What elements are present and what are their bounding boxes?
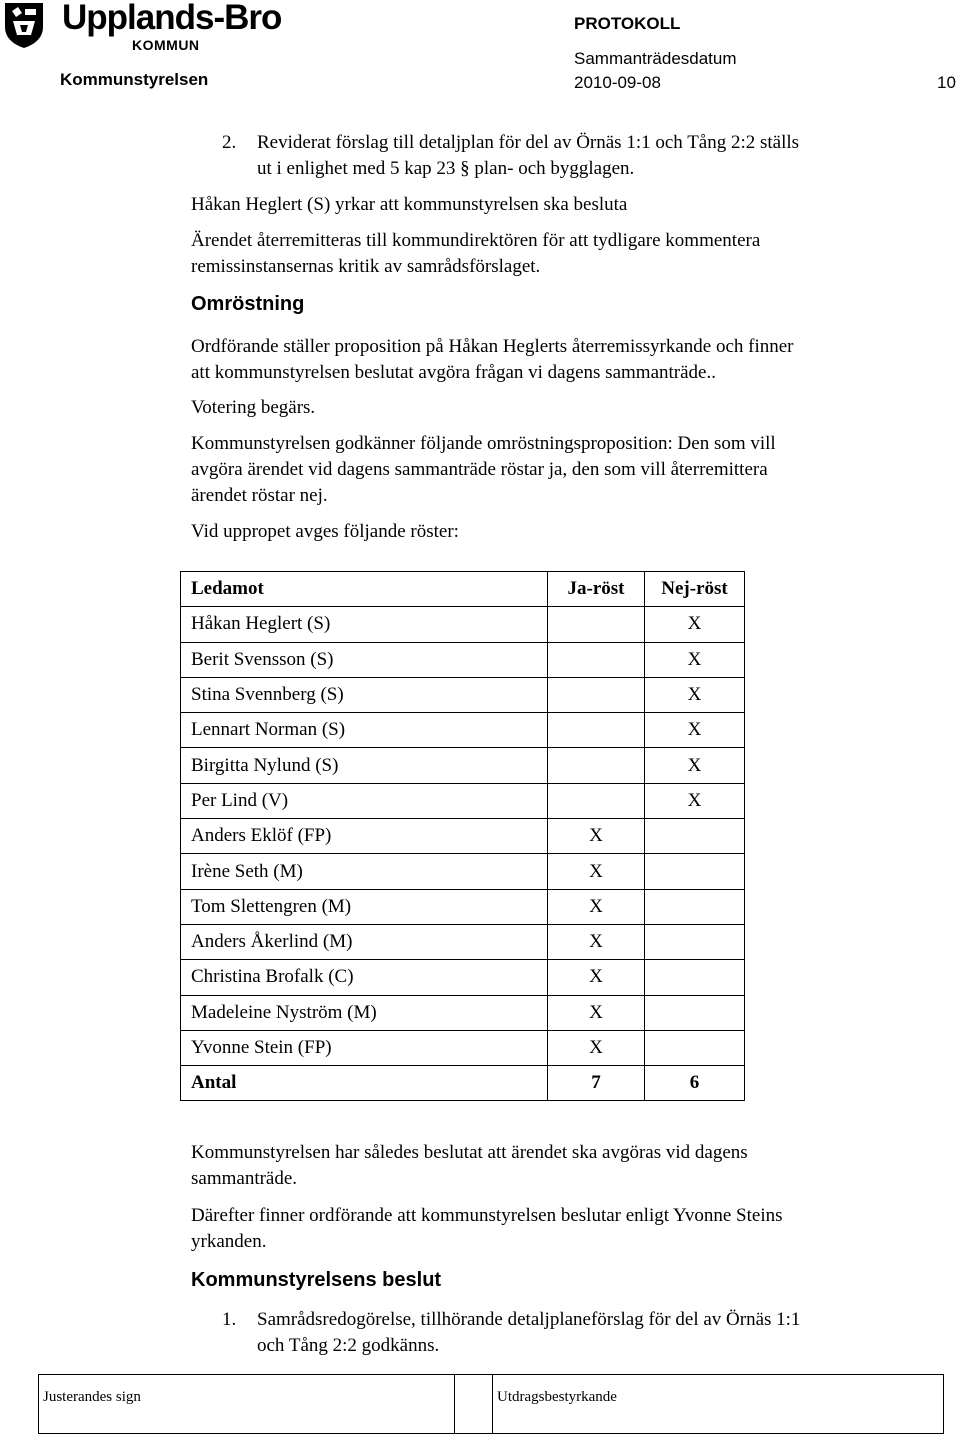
- table-row-yes-vote: [548, 748, 645, 783]
- org-name: Kommunstyrelsen: [60, 70, 209, 89]
- vote-proposition-line1: Kommunstyrelsen godkänner följande omröstningsproposition: Den som vill: [191, 433, 776, 454]
- meeting-date: 2010-09-08: [574, 73, 661, 92]
- table-row-no-vote: X: [645, 677, 745, 712]
- table-row: [181, 819, 745, 854]
- vote-heading: Omröstning: [191, 293, 305, 315]
- logo-name: Upplands-Bro: [62, 0, 282, 37]
- table-row-no-vote: X: [645, 783, 745, 818]
- date-label: Sammanträdesdatum: [574, 49, 737, 68]
- table-row-member-name: Tom Slettengren (M): [181, 889, 548, 924]
- table-row-no-vote: [645, 924, 745, 959]
- motion-text-line1: Ärendet återremitteras till kommundirektören för att tydligare kommentera: [191, 230, 761, 251]
- table-row: [181, 924, 745, 959]
- table-row-yes-vote: X: [548, 924, 645, 959]
- vote-requested: Votering begärs.: [191, 397, 316, 418]
- table-row-yes-vote: X: [548, 889, 645, 924]
- table-row-yes-vote: [548, 783, 645, 818]
- table-row-no-vote: [645, 995, 745, 1030]
- footer-sign-label: Justerandes sign: [43, 1389, 141, 1405]
- table-row-yes-vote: X: [548, 854, 645, 889]
- chair-finding-line2: yrkanden.: [191, 1231, 267, 1252]
- table-row: [181, 783, 745, 818]
- doc-type: PROTOKOLL: [574, 14, 681, 33]
- decision-item-line1: Samrådsredogörelse, tillhörande detaljplaneförslag för del av Örnäs 1:1: [257, 1309, 801, 1330]
- table-row-member-name: Irène Seth (M): [181, 854, 548, 889]
- table-row: [181, 607, 745, 642]
- vote-table: [180, 571, 745, 1101]
- table-row: [181, 960, 745, 995]
- decision-item-line2: och Tång 2:2 godkänns.: [257, 1335, 440, 1356]
- table-row: [181, 713, 745, 748]
- table-total-row-no-vote: 6: [645, 1066, 745, 1101]
- table-row-member-name: Berit Svensson (S): [181, 642, 548, 677]
- motion: Håkan Heglert (S) yrkar att kommunstyrelsen ska besluta: [191, 194, 628, 215]
- proposition-line2: att kommunstyrelsen beslutat avgöra frågan vi dagens sammanträde..: [191, 362, 716, 383]
- table-header-row-member-name: Ledamot: [181, 572, 548, 607]
- table-row-yes-vote: X: [548, 819, 645, 854]
- table-row: [181, 677, 745, 712]
- logo-subtitle: KOMMUN: [132, 37, 200, 53]
- table-row-no-vote: [645, 819, 745, 854]
- table-row-yes-vote: X: [548, 995, 645, 1030]
- table-row: [181, 642, 745, 677]
- table-total-row-member-name: Antal: [181, 1066, 548, 1101]
- decision-heading: Kommunstyrelsens beslut: [191, 1269, 442, 1291]
- table-row-member-name: Stina Svennberg (S): [181, 677, 548, 712]
- table-row-member-name: Håkan Heglert (S): [181, 607, 548, 642]
- vote-proposition-line3: ärendet röstar nej.: [191, 485, 328, 506]
- proposition-line1: Ordförande ställer proposition på Håkan Heglerts återremissyrkande och finner: [191, 336, 794, 357]
- table-row: [181, 1030, 745, 1065]
- table-header-row-no-vote: Nej-röst: [645, 572, 745, 607]
- table-row-no-vote: [645, 854, 745, 889]
- table-row-member-name: Birgitta Nylund (S): [181, 748, 548, 783]
- intro-item-line2: ut i enlighet med 5 kap 23 § plan- och bygglagen.: [257, 158, 635, 179]
- footer-spacer-cell: [455, 1375, 493, 1433]
- table-header-row-yes-vote: Ja-röst: [548, 572, 645, 607]
- table-total-row: [181, 1066, 745, 1101]
- table-row: [181, 748, 745, 783]
- table-row-yes-vote: [548, 607, 645, 642]
- table-row: [181, 889, 745, 924]
- footer-extract-label: Utdragsbestyrkande: [497, 1389, 617, 1405]
- decision-item-number: 1.: [222, 1309, 237, 1330]
- table-row-no-vote: X: [645, 607, 745, 642]
- table-row: [181, 854, 745, 889]
- table-row-no-vote: [645, 1030, 745, 1065]
- chair-finding-line1: Därefter finner ordförande att kommunstyrelsen beslutar enligt Yvonne Steins: [191, 1205, 783, 1226]
- table-row-member-name: Yvonne Stein (FP): [181, 1030, 548, 1065]
- crest-icon: [3, 1, 45, 49]
- table-row-member-name: Anders Eklöf (FP): [181, 819, 548, 854]
- intro-item-number: 2.: [222, 132, 237, 153]
- table-row-no-vote: [645, 889, 745, 924]
- table-row-yes-vote: [548, 713, 645, 748]
- table-total-row-yes-vote: 7: [548, 1066, 645, 1101]
- table-row-yes-vote: [548, 677, 645, 712]
- table-row-yes-vote: [548, 642, 645, 677]
- table-row: [181, 995, 745, 1030]
- footer-sign-cell: [39, 1375, 455, 1433]
- roll-call: Vid uppropet avges följande röster:: [191, 521, 459, 542]
- table-row-member-name: Lennart Norman (S): [181, 713, 548, 748]
- result-line1: Kommunstyrelsen har således beslutat att ärendet ska avgöras vid dagens: [191, 1142, 748, 1163]
- footer-extract-cell: [493, 1375, 944, 1433]
- table-row-no-vote: X: [645, 642, 745, 677]
- table-row-member-name: Anders Åkerlind (M): [181, 924, 548, 959]
- table-header-row: [181, 572, 745, 607]
- result-line2: sammanträde.: [191, 1168, 298, 1189]
- table-row-yes-vote: X: [548, 960, 645, 995]
- intro-item-line1: Reviderat förslag till detaljplan för del av Örnäs 1:1 och Tång 2:2 ställs: [257, 132, 800, 153]
- table-row-member-name: Christina Brofalk (C): [181, 960, 548, 995]
- footer-signature-box: [38, 1374, 944, 1434]
- table-row-no-vote: X: [645, 748, 745, 783]
- table-row-member-name: Per Lind (V): [181, 783, 548, 818]
- table-row-member-name: Madeleine Nyström (M): [181, 995, 548, 1030]
- table-row-no-vote: [645, 960, 745, 995]
- motion-text-line2: remissinstansernas kritik av samrådsförslaget.: [191, 256, 541, 277]
- table-row-no-vote: X: [645, 713, 745, 748]
- vote-proposition-line2: avgöra ärendet vid dagens sammanträde röstar ja, den som vill återremittera: [191, 459, 768, 480]
- table-row-yes-vote: X: [548, 1030, 645, 1065]
- page-number: 10: [937, 73, 956, 92]
